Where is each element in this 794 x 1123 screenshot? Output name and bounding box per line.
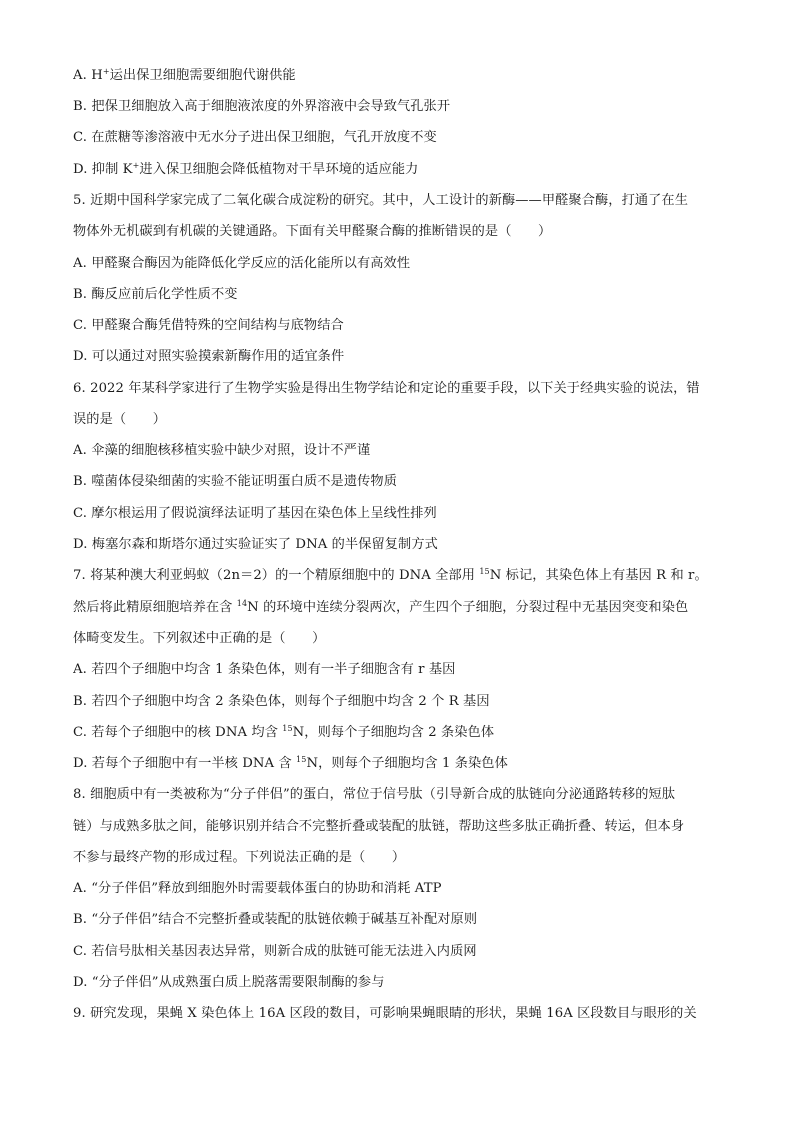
- q7-stem-line1-sup: 15: [479, 567, 490, 576]
- q4-option-d-sup: +: [132, 161, 140, 170]
- q7-option-b: B. 若四个子细胞中均含 2 条染色体，则每个子细胞中均含 2 个 R 基因: [73, 694, 490, 709]
- q4-option-b: B. 把保卫细胞放入高于细胞液浓度的外界溶液中会导致气孔张开: [73, 99, 451, 114]
- q6-stem-line2: 误的是（ ）: [73, 412, 167, 427]
- q4-option-c: C. 在蔗糖等渗溶液中无水分子进出保卫细胞，气孔开放度不变: [73, 130, 437, 145]
- q7-option-c-text2: N，则每个子细胞均含 2 条染色体: [292, 725, 495, 740]
- q7-stem-line3: 体畸变发生。下列叙述中正确的是（ ）: [73, 631, 326, 646]
- q4-option-a-text1: A. H: [73, 68, 103, 83]
- q7-stem-line2: [73, 599, 723, 617]
- q7-stem-line1-text2: N 标记，其染色体上有基因 R 和 r。: [489, 568, 708, 583]
- q8-stem-line2: 链）与成熟多肽之间，能够识别并结合不完整折叠或装配的肽链，帮助这些多肽正确折叠、转运，但本身: [73, 819, 685, 834]
- q5-option-d: D. 可以通过对照实验摸索新酶作用的适宜条件: [73, 349, 345, 364]
- q6-option-b: B. 噬菌体侵染细菌的实验不能证明蛋白质不是遗传物质: [73, 474, 397, 489]
- q5-stem-line1: 5. 近期中国科学家完成了二氧化碳合成淀粉的研究。其中，人工设计的新酶——甲醛聚合酶，打通了在生: [73, 193, 689, 208]
- q5-option-a: A. 甲醛聚合酶因为能降低化学反应的活化能所以有高效性: [73, 256, 411, 271]
- q7-option-d: [73, 755, 723, 773]
- q7-option-d-text2: N，则每个子细胞均含 1 条染色体: [306, 756, 508, 771]
- q7-option-c: [73, 724, 723, 742]
- q4-option-d-text2: 进入保卫细胞会降低植物对干旱环境的适应能力: [139, 162, 419, 177]
- q7-option-c-sup: 15: [282, 724, 293, 733]
- q5-option-c: C. 甲醛聚合酶凭借特殊的空间结构与底物结合: [73, 318, 344, 333]
- q7-stem-line2-text1: 然后将此精原细胞培养在含: [73, 600, 237, 615]
- q4-option-d: [73, 161, 723, 179]
- q8-option-b: B. “分子伴侣”结合不完整折叠或装配的肽链依赖于碱基互补配对原则: [73, 912, 478, 927]
- q4-option-d-text1: D. 抑制 K: [73, 162, 133, 177]
- q8-option-a: A. “分子伴侣”释放到细胞外时需要载体蛋白的协助和消耗 ATP: [73, 881, 442, 896]
- q6-option-c: C. 摩尔根运用了假说演绎法证明了基因在染色体上呈线性排列: [73, 506, 437, 521]
- q7-option-d-sup: 15: [296, 755, 307, 764]
- q5-option-b: B. 酶反应前后化学性质不变: [73, 287, 238, 302]
- q5-stem-line2: 物体外无机碳到有机碳的关键通路。下面有关甲醛聚合酶的推断错误的是（ ）: [73, 224, 552, 239]
- q4-option-a: [73, 67, 723, 85]
- q6-option-a: A. 伞藻的细胞核移植实验中缺少对照，设计不严谨: [73, 443, 371, 458]
- q7-option-c-text1: C. 若每个子细胞中的核 DNA 均含: [73, 725, 283, 740]
- q9-stem-line1: 9. 研究发现，果蝇 X 染色体上 16A 区段的数目，可影响果蝇眼睛的形状，果蝇 16A 区段数目与眼形的关: [73, 1006, 697, 1021]
- q7-stem-line2-sup: 14: [236, 599, 248, 608]
- q8-stem-line3: 不参与最终产物的形成过程。下列说法正确的是（ ）: [73, 850, 406, 865]
- q4-option-a-sup: +: [102, 67, 110, 76]
- q7-stem-line1-text1: 7. 将某种澳大利亚蚂蚁（2n＝2）的一个精原细胞中的 DNA 全部用: [73, 568, 480, 583]
- q6-option-d: D. 梅塞尔森和斯塔尔通过实验证实了 DNA 的半保留复制方式: [73, 537, 438, 552]
- q7-stem-line1: [73, 567, 723, 585]
- q7-option-a: A. 若四个子细胞中均含 1 条染色体，则有一半子细胞含有 r 基因: [73, 662, 456, 677]
- q8-stem-line1: 8. 细胞质中有一类被称为“分子伴侣”的蛋白，常位于信号肽（引导新合成的肽链向分泌通路转移的短肽: [73, 787, 676, 802]
- q4-option-a-text2: 运出保卫细胞需要细胞代谢供能: [109, 68, 296, 83]
- q7-stem-line2-text2: N 的环境中连续分裂两次，产生四个子细胞，分裂过程中无基因突变和染色: [247, 600, 689, 615]
- q8-option-d: D. “分子伴侣”从成熟蛋白质上脱落需要限制酶的参与: [73, 975, 385, 990]
- q8-option-c: C. 若信号肽相关基因表达异常，则新合成的肽链可能无法进入内质网: [73, 944, 477, 959]
- q6-stem-line1: 6. 2022 年某科学家进行了生物学实验是得出生物学结论和定论的重要手段，以下关于经典实验的说法，错: [73, 381, 700, 396]
- q7-option-d-text1: D. 若每个子细胞中有一半核 DNA 含: [73, 756, 297, 771]
